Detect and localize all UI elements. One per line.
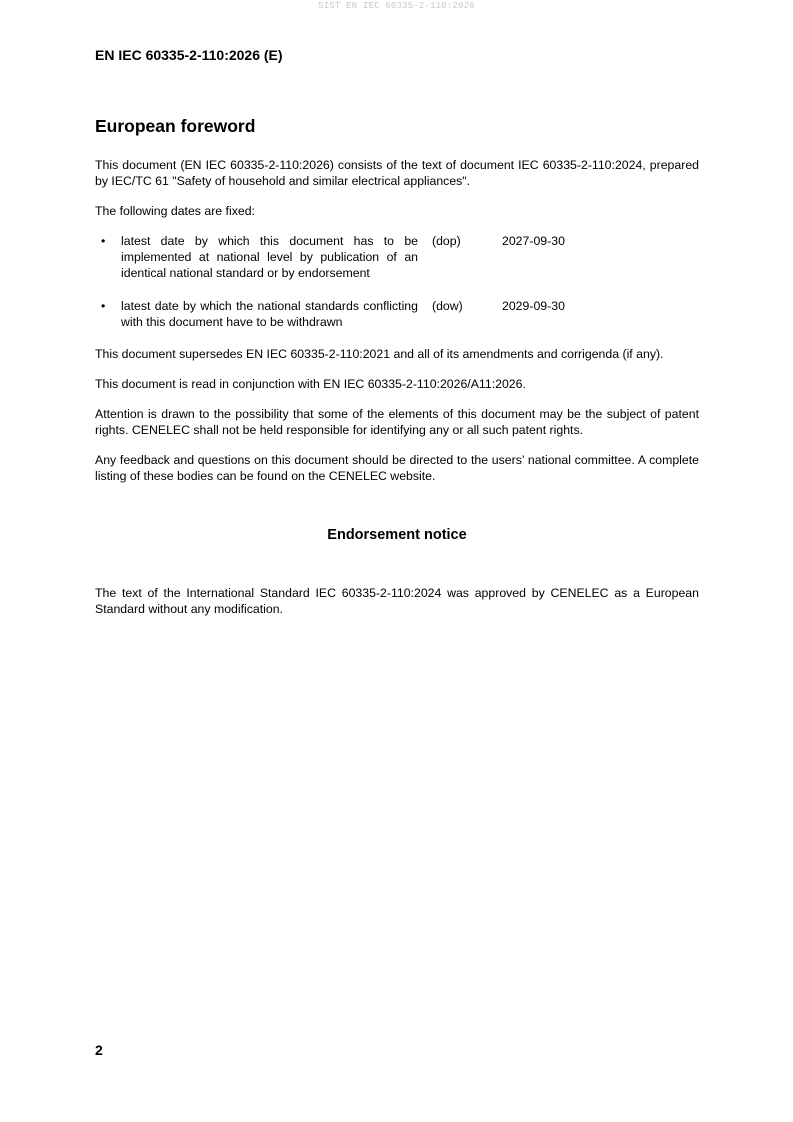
foreword-intro: This document (EN IEC 60335-2-110:2026) consists of the text of document IEC 60335-2-110:2024, prepared by IEC/TC 61 "Safety of household and similar electrical appliances".: [95, 158, 699, 188]
bullet-icon: •: [101, 299, 106, 313]
date-abbreviation: (dow): [432, 299, 463, 313]
date-abbreviation: (dop): [432, 234, 461, 248]
date-value: 2029-09-30: [502, 299, 565, 313]
dates-list: [95, 233, 699, 330]
endorsement-text: The text of the International Standard IEC 60335-2-110:2024 was approved by CENELEC as a European Standard without any modification.: [95, 586, 699, 616]
bullet-icon: •: [101, 234, 106, 248]
document-id-header: EN IEC 60335-2-110:2026 (E): [95, 47, 283, 63]
endorsement-title: Endorsement notice: [327, 527, 467, 543]
conjunction-paragraph: This document is read in conjunction with EN IEC 60335-2-110:2026/A11:2026.: [95, 377, 526, 391]
page-content: [95, 115, 699, 631]
list-item: [95, 298, 699, 330]
list-item: [95, 233, 699, 281]
foreword-title: European foreword: [95, 116, 256, 136]
supersedes-paragraph: This document supersedes EN IEC 60335-2-110:2021 and all of its amendments and corrigenda (if any).: [95, 347, 664, 361]
dates-intro: The following dates are fixed:: [95, 204, 255, 218]
date-description: latest date by which the national standards conflicting with this document have to be withdrawn: [121, 299, 418, 329]
feedback-paragraph: Any feedback and questions on this document should be directed to the users’ national committee. A complete listing of these bodies can be found on the CENELEC website.: [95, 453, 699, 483]
patent-notice-paragraph: Attention is drawn to the possibility that some of the elements of this document may be the subject of patent rights. CENELEC shall not be held responsible for identifying any or all such patent rights.: [95, 407, 699, 437]
date-description: latest date by which this document has to be implemented at national level by publication of an identical national standard or by endorsement: [121, 234, 418, 280]
page-number: 2: [95, 1042, 103, 1058]
date-value: 2027-09-30: [502, 234, 565, 248]
watermark: SIST EN IEC 60335-2-110:2026: [318, 1, 475, 11]
